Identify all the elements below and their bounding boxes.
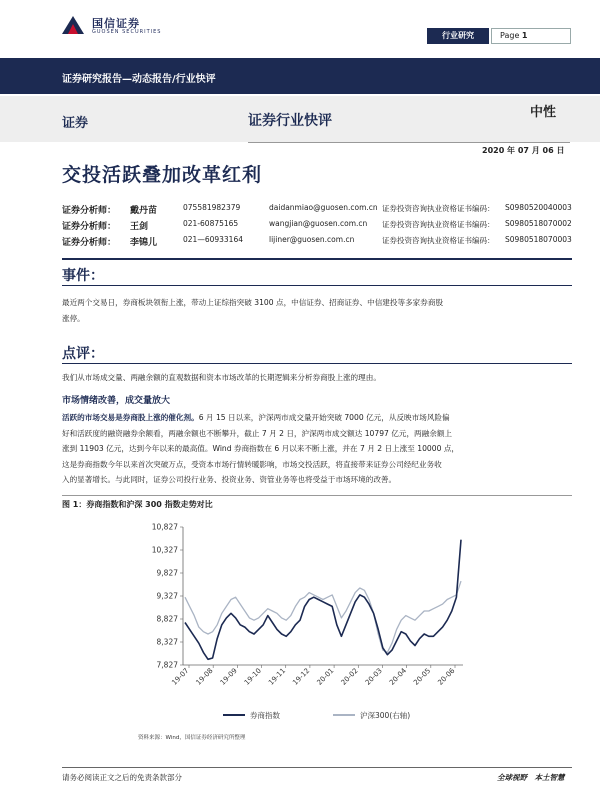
comment-line: 入的显著增长。与此同时，证券公司投行业务、投资业务、资管业务等也将受益于市场环境的改善。 xyxy=(62,475,397,484)
y-tick-label: 7,827 xyxy=(156,660,178,670)
analyst-divider xyxy=(62,258,572,260)
rating-label: 中性 xyxy=(530,105,557,120)
analyst-cert-code: S0980520040003 xyxy=(505,203,572,212)
comment-underline xyxy=(62,363,572,364)
figure-source: 资料来源：Wind，国信证券经济研究所整理 xyxy=(138,735,246,741)
analyst-cert-label: 证券投资咨询执业资格证书编码： xyxy=(382,204,495,213)
analyst-phone: 0755819823​79 xyxy=(183,203,241,212)
legend-label: 沪深300(右轴) xyxy=(360,711,411,720)
comment-paragraph xyxy=(62,410,572,488)
page-label: Page xyxy=(500,31,520,40)
band-divider xyxy=(248,142,570,143)
chart-legend xyxy=(223,710,410,720)
analyst-phone: 021-60875165 xyxy=(183,219,239,228)
comment-line: 6 月 15 日以来，沪深两市成交量开始突破 7000 亿元，从反映市场风险偏 xyxy=(198,413,450,422)
figure-title: 图 1：券商指数和沪深 300 指数走势对比 xyxy=(62,495,572,510)
y-tick-label: 10,827 xyxy=(151,522,178,532)
legend-label: 券商指数 xyxy=(250,711,280,720)
guosen-logo-icon xyxy=(62,16,84,34)
logo-english-text: GUOSEN SECURITIES xyxy=(92,29,162,35)
comment-subheading: 市场情绪改善，成交量放大 xyxy=(62,396,171,406)
y-tick-label: 8,827 xyxy=(156,614,178,624)
sector-label: 证券 xyxy=(62,116,89,131)
comment-line: 涨到 11903 亿元，达到今年以来的最高值。Wind 券商指数在 6 月以来不断上涨，并在 7 月 2 日上涨至 10000 点， xyxy=(62,444,460,453)
comment-intro: 我们从市场成交量、两融余额的直观数据和资本市场改革的长期逻辑来分析券商股上涨的理由。 xyxy=(62,373,381,382)
x-tick-label: 19-10 xyxy=(242,666,263,687)
x-tick-label: 20-06 xyxy=(436,666,457,687)
y-axis xyxy=(152,523,183,670)
x-tick-label: 19-11 xyxy=(267,666,288,687)
event-line: 最近两个交易日，券商板块领衔上涨，带动上证综指突破 3100 点，中信证券、招商证券、中信建投等多家券商股 xyxy=(62,298,444,307)
comment-line: 好和活跃度的融资融券余额看，两融余额也不断攀升，截止 7 月 2 日，沪深两市成交额达 10797 亿元，两融余额上 xyxy=(62,428,453,438)
analyst-name: 王剑 xyxy=(130,222,149,232)
analyst-row xyxy=(62,203,572,217)
x-tick-label: 20-05 xyxy=(412,666,433,687)
analyst-cert-label: 证券投资咨询执业资格证书编码： xyxy=(382,220,495,229)
x-tick-label: 19-07 xyxy=(170,666,191,687)
analyst-name: 戴丹苗 xyxy=(130,206,158,216)
x-tick-label: 20-04 xyxy=(388,666,409,687)
analyst-label: 证券分析师： xyxy=(62,238,117,248)
analyst-phone: 021—60933164 xyxy=(183,235,243,244)
footer-divider xyxy=(62,767,572,768)
x-tick-label: 20-01 xyxy=(315,666,336,687)
analyst-email[interactable]: wangjian@guosen.com.cn xyxy=(269,219,368,228)
comment-line: 这是券商指数今年以来首次突破万点，受资本市场行情转暖影响，市场交投活跃，将直接带来证券公司经纪业务收 xyxy=(62,459,442,469)
logo-text: 国信证券 xyxy=(92,17,140,30)
analyst-label: 证券分析师： xyxy=(62,206,117,216)
analyst-row xyxy=(62,219,572,233)
x-tick-label: 19-09 xyxy=(218,666,239,687)
series-line-1 xyxy=(185,581,461,652)
event-line: 涨停。 xyxy=(62,313,85,323)
analyst-label: 证券分析师： xyxy=(62,222,117,232)
y-tick-label: 8,327 xyxy=(156,637,178,647)
event-underline xyxy=(62,285,572,286)
analyst-email[interactable]: lijiner@guosen.com.cn xyxy=(269,235,355,244)
report-subtitle: 证券行业快评 xyxy=(248,113,332,129)
y-tick-label: 9,327 xyxy=(156,591,178,601)
event-heading: 事件： xyxy=(62,268,104,284)
event-paragraph xyxy=(62,295,572,326)
x-tick-label: 19-12 xyxy=(291,666,312,687)
report-date: 2020 年 07 月 06 日 xyxy=(482,146,565,155)
report-type-text: 证券研究报告—动态报告/行业快评 xyxy=(62,74,216,85)
analyst-email[interactable]: daidanmiao@guosen.com.cn xyxy=(269,203,378,212)
footer-slogan: 全球视野 本土智慧 xyxy=(497,773,565,782)
comment-lead: 活跃的市场交易是券商股上涨的催化剂。 xyxy=(62,413,199,422)
line-chart xyxy=(138,515,468,730)
comment-heading: 点评： xyxy=(62,346,104,362)
analyst-name: 李锦儿 xyxy=(130,238,158,248)
analyst-cert-code: S0980518070002 xyxy=(505,219,572,228)
analyst-row xyxy=(62,235,572,249)
page-indicator xyxy=(491,28,571,44)
analyst-cert-label: 证券投资咨询执业资格证书编码： xyxy=(382,236,495,245)
x-tick-label: 19-08 xyxy=(194,666,215,687)
x-tick-label: 20-02 xyxy=(339,666,360,687)
page-title: 交投活跃叠加改革红利 xyxy=(62,164,263,186)
x-tick-label: 20-03 xyxy=(363,666,384,687)
chart-series xyxy=(185,540,461,660)
footer-disclaimer: 请务必阅读正文之后的免责条款部分 xyxy=(62,773,182,782)
page-number: 1 xyxy=(521,31,528,40)
analyst-cert-code: S0980518070003 xyxy=(505,235,572,244)
y-tick-label: 9,827 xyxy=(156,568,178,578)
x-axis xyxy=(170,665,463,687)
report-category-tag: 行业研究 xyxy=(427,28,489,44)
y-tick-label: 10,327 xyxy=(151,545,178,555)
